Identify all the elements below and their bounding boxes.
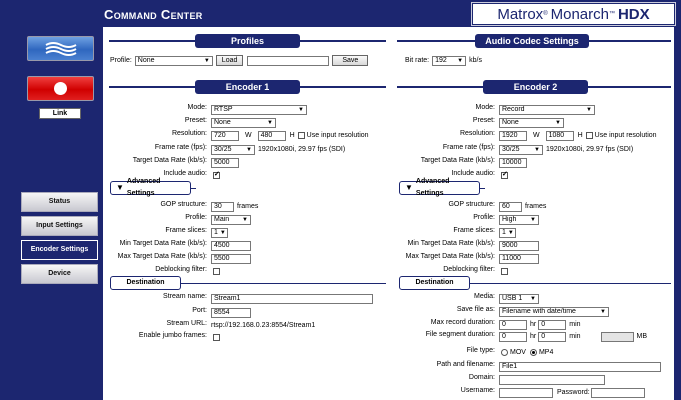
- record-button[interactable]: [27, 76, 94, 101]
- chevron-down-icon: ▼: [242, 216, 248, 223]
- enc1-stream-input[interactable]: Stream1: [211, 294, 373, 304]
- enc2-seg-hr-label: hr: [530, 333, 537, 340]
- enc1-deblock-checkbox[interactable]: [213, 268, 220, 275]
- chevron-down-icon: ▼: [219, 229, 226, 236]
- enc2-seg-min-input[interactable]: 0: [538, 332, 566, 342]
- encoder1-header: [109, 80, 386, 94]
- chevron-down-icon: ▼: [555, 119, 561, 126]
- encoder2-header: [397, 80, 671, 94]
- enc1-fr-select[interactable]: [211, 145, 255, 155]
- enc2-min-input[interactable]: 9000: [499, 241, 539, 251]
- brand-monarch: Monarch: [550, 5, 609, 23]
- enc2-gop-label: GOP structure:: [448, 201, 495, 208]
- enc2-media-value: USB 1: [502, 294, 523, 302]
- enc1-mode-select[interactable]: [211, 105, 307, 115]
- enc1-tdr-label: Target Data Rate (kb/s):: [132, 157, 207, 164]
- triangle-down-icon: ▼: [116, 183, 124, 192]
- enc1-gop-input[interactable]: 30: [211, 202, 234, 212]
- enc2-profile-select[interactable]: [499, 215, 539, 225]
- enc2-deblock-label: Deblocking filter:: [443, 266, 495, 273]
- enc1-max-input[interactable]: 5500: [211, 254, 251, 264]
- enc1-mode-label: Mode:: [187, 104, 207, 111]
- app-title: Command Center: [104, 7, 203, 22]
- enc2-preset-label: Preset:: [472, 117, 495, 124]
- enc2-maxrec-hr-label: hr: [530, 321, 537, 328]
- enc2-height-input[interactable]: 1080: [546, 131, 574, 141]
- enc1-port-input[interactable]: 8554: [211, 308, 251, 318]
- enc1-preset-value: None: [214, 118, 231, 126]
- chevron-down-icon: ▼: [203, 57, 210, 64]
- stream-waves-icon: [44, 41, 78, 57]
- enc2-adv-label: Advanced Settings: [415, 178, 450, 197]
- encoder2-title: Encoder 2: [483, 80, 588, 94]
- enc2-w-label: W: [533, 132, 540, 139]
- enc2-mp4-label: MP4: [538, 349, 554, 356]
- enc2-savefile-select[interactable]: [499, 307, 609, 317]
- enc2-user-input[interactable]: [499, 388, 553, 398]
- brand-reg: ®: [543, 11, 548, 17]
- enc2-res-label: Resolution:: [459, 130, 495, 137]
- enc2-media-label: Media:: [473, 293, 495, 300]
- enc1-advanced-toggle[interactable]: [110, 178, 191, 197]
- profiles-header: [109, 34, 386, 48]
- brand-hdx: HDX: [617, 5, 650, 23]
- profile-select[interactable]: [135, 56, 213, 66]
- profile-select-value: None: [137, 56, 155, 64]
- stream-button[interactable]: [27, 36, 94, 61]
- enc2-preset-value: None: [502, 118, 519, 126]
- enc2-mov-radio[interactable]: [501, 349, 508, 356]
- profile-name-input[interactable]: [247, 56, 329, 66]
- enc1-preset-select[interactable]: [211, 118, 276, 128]
- enc2-width-input[interactable]: 1920: [499, 131, 527, 141]
- enc2-audio-label: Include audio:: [451, 170, 495, 177]
- chevron-down-icon: ▼: [246, 146, 252, 153]
- enc1-profile-select[interactable]: [211, 215, 251, 225]
- enc2-maxrec-min-input[interactable]: 0: [538, 320, 566, 330]
- enc1-max-label: Max Target Data Rate (kb/s):: [117, 253, 207, 260]
- enc2-seg-mb-input[interactable]: [601, 332, 634, 342]
- enc2-preset-select[interactable]: [499, 118, 564, 128]
- enc1-min-label: Min Target Data Rate (kb/s):: [119, 240, 207, 247]
- enc1-adv-label: Advanced Settings: [126, 178, 161, 197]
- enc1-url-label: Stream URL:: [166, 320, 207, 327]
- enc2-filetype-label: File type:: [466, 347, 495, 354]
- nav-input-settings[interactable]: Input Settings: [21, 216, 98, 236]
- bitrate-label: Bit rate:: [405, 57, 430, 64]
- enc2-maxrec-hr-input[interactable]: 0: [499, 320, 527, 330]
- enc2-mov-label: MOV: [510, 349, 526, 356]
- enc2-destination-tab: [399, 276, 470, 290]
- enc1-stream-label: Stream name:: [163, 293, 207, 300]
- enc1-gop-label: GOP structure:: [160, 201, 207, 208]
- triangle-down-icon: ▼: [405, 183, 413, 192]
- chevron-down-icon: ▼: [530, 295, 536, 302]
- enc1-h-label: H: [289, 132, 295, 139]
- enc2-profile-label: Profile:: [473, 214, 495, 221]
- enc2-seg-min-label: min: [569, 333, 581, 340]
- enc1-mode-value: RTSP: [214, 105, 233, 113]
- chevron-down-icon: ▼: [267, 119, 273, 126]
- enc1-audio-label: Include audio:: [163, 170, 207, 177]
- enc1-min-input[interactable]: 4500: [211, 241, 251, 251]
- enc1-gop-unit: frames: [237, 203, 259, 210]
- chevron-down-icon: ▼: [507, 229, 514, 236]
- enc2-profile-value: High: [502, 215, 517, 223]
- main-panel: [103, 27, 674, 400]
- enc1-profile-value: Main: [214, 215, 230, 223]
- enc2-seg-hr-input[interactable]: 0: [499, 332, 527, 342]
- enc1-slices-label: Frame slices:: [165, 227, 207, 234]
- sidebar-nav: [21, 192, 98, 288]
- enc2-audio-checkbox[interactable]: [501, 172, 508, 179]
- enc1-w-label: W: [245, 132, 252, 139]
- load-button[interactable]: Load: [216, 55, 244, 66]
- bitrate-value: 192: [435, 56, 447, 64]
- enc2-media-select[interactable]: [499, 294, 539, 304]
- enc2-max-label: Max Target Data Rate (kb/s):: [405, 253, 495, 260]
- enc1-width-input[interactable]: 720: [211, 131, 239, 141]
- bitrate-row: [405, 55, 482, 66]
- brand-logo: [472, 3, 675, 25]
- enc1-audio-checkbox[interactable]: [213, 172, 220, 179]
- enc2-gop-input[interactable]: 60: [499, 202, 522, 212]
- profiles-title: Profiles: [195, 34, 300, 48]
- nav-device[interactable]: Device: [21, 264, 98, 284]
- chevron-down-icon: ▼: [534, 146, 540, 153]
- enc2-fr-label: Frame rate (fps):: [442, 144, 495, 151]
- enc1-deblock-label: Deblocking filter:: [155, 266, 207, 273]
- enc2-fr-info: 1920x1080i, 29.97 fps (SDI): [546, 146, 634, 153]
- enc2-tdr-label: Target Data Rate (kb/s):: [420, 157, 495, 164]
- enc1-use-input-res-checkbox[interactable]: [298, 132, 305, 139]
- enc2-maxrec-min-label: min: [569, 321, 581, 328]
- enc2-path-label: Path and filename:: [436, 361, 495, 368]
- enc1-dest-label: Destination: [126, 279, 165, 286]
- enc2-max-input[interactable]: 11000: [499, 254, 539, 264]
- enc2-slices-select[interactable]: [499, 228, 516, 238]
- enc2-slices-label: Frame slices:: [453, 227, 495, 234]
- audio-title: Audio Codec Settings: [475, 34, 589, 48]
- chevron-down-icon: ▼: [530, 216, 536, 223]
- nav-encoder-settings[interactable]: Encoder Settings: [21, 240, 98, 260]
- enc2-savefile-value: Filename with date/time: [502, 307, 576, 315]
- enc2-domain-label: Domain:: [468, 374, 495, 381]
- enc2-pass-label: Password:: [557, 389, 590, 396]
- enc1-fr-value: 30/25: [214, 145, 232, 153]
- enc2-user-label: Username:: [460, 387, 495, 394]
- enc2-mode-label: Mode:: [475, 104, 495, 111]
- enc2-use-input-res-checkbox[interactable]: [586, 132, 593, 139]
- enc1-use-input-res-label: Use input resolution: [306, 132, 369, 139]
- enc1-preset-label: Preset:: [184, 117, 207, 124]
- save-button[interactable]: Save: [332, 55, 368, 66]
- chevron-down-icon: ▼: [586, 106, 592, 113]
- enc2-mode-select[interactable]: [499, 105, 595, 115]
- enc2-tdr-input[interactable]: 10000: [499, 158, 527, 168]
- enc1-fr-info: 1920x1080i, 29.97 fps (SDI): [258, 146, 346, 153]
- brand-matrox: Matrox: [497, 5, 544, 23]
- chevron-down-icon: ▼: [298, 106, 304, 113]
- enc2-domain-input[interactable]: [499, 375, 605, 385]
- enc1-height-input[interactable]: 480: [258, 131, 286, 141]
- enc1-res-label: Resolution:: [171, 130, 207, 137]
- nav-status[interactable]: Status: [21, 192, 98, 212]
- enc2-mode-value: Record: [502, 105, 525, 113]
- record-dot-icon: [54, 82, 67, 95]
- enc1-tdr-input[interactable]: 5000: [211, 158, 239, 168]
- enc1-fr-label: Frame rate (fps):: [154, 144, 207, 151]
- enc2-path-input[interactable]: File1: [499, 362, 661, 372]
- enc2-seg-label: File segment duration:: [425, 331, 495, 338]
- enc2-savefile-label: Save file as:: [456, 306, 495, 313]
- link-button[interactable]: Link: [39, 108, 81, 119]
- enc2-fr-value: 30/25: [502, 145, 520, 153]
- bitrate-unit: kb/s: [469, 57, 482, 64]
- enc1-destination-tab: [110, 276, 181, 290]
- bitrate-select[interactable]: [432, 56, 466, 66]
- enc2-advanced-toggle[interactable]: [399, 178, 480, 197]
- enc1-slices-select[interactable]: [211, 228, 228, 238]
- chevron-down-icon: ▼: [600, 308, 606, 315]
- chevron-down-icon: ▼: [457, 57, 464, 64]
- enc1-url-value: rtsp://192.168.0.23:8554/Stream1: [211, 322, 316, 329]
- brand-tm: ™: [608, 11, 615, 17]
- enc2-mp4-radio[interactable]: [530, 349, 537, 356]
- enc2-maxrec-label: Max record duration:: [430, 319, 495, 326]
- enc2-min-label: Min Target Data Rate (kb/s):: [407, 240, 495, 247]
- audio-header: [397, 34, 671, 48]
- enc2-gop-unit: frames: [525, 203, 547, 210]
- enc1-port-label: Port:: [192, 307, 207, 314]
- enc2-use-input-res-label: Use input resolution: [594, 132, 657, 139]
- enc2-fr-select[interactable]: [499, 145, 543, 155]
- enc1-slices-value: 1: [214, 228, 218, 236]
- profile-row: [110, 55, 368, 66]
- enc1-jumbo-label: Enable jumbo frames:: [138, 332, 207, 339]
- enc2-seg-mb-label: MB: [636, 333, 648, 340]
- enc1-jumbo-checkbox[interactable]: [213, 334, 220, 341]
- enc2-pass-input[interactable]: [591, 388, 645, 398]
- enc2-dest-label: Destination: [415, 279, 454, 286]
- enc1-profile-label: Profile:: [185, 214, 207, 221]
- enc2-slices-value: 1: [502, 228, 506, 236]
- encoder1-title: Encoder 1: [195, 80, 300, 94]
- enc2-h-label: H: [577, 132, 583, 139]
- enc2-deblock-checkbox[interactable]: [501, 268, 508, 275]
- profile-label: Profile:: [110, 57, 132, 64]
